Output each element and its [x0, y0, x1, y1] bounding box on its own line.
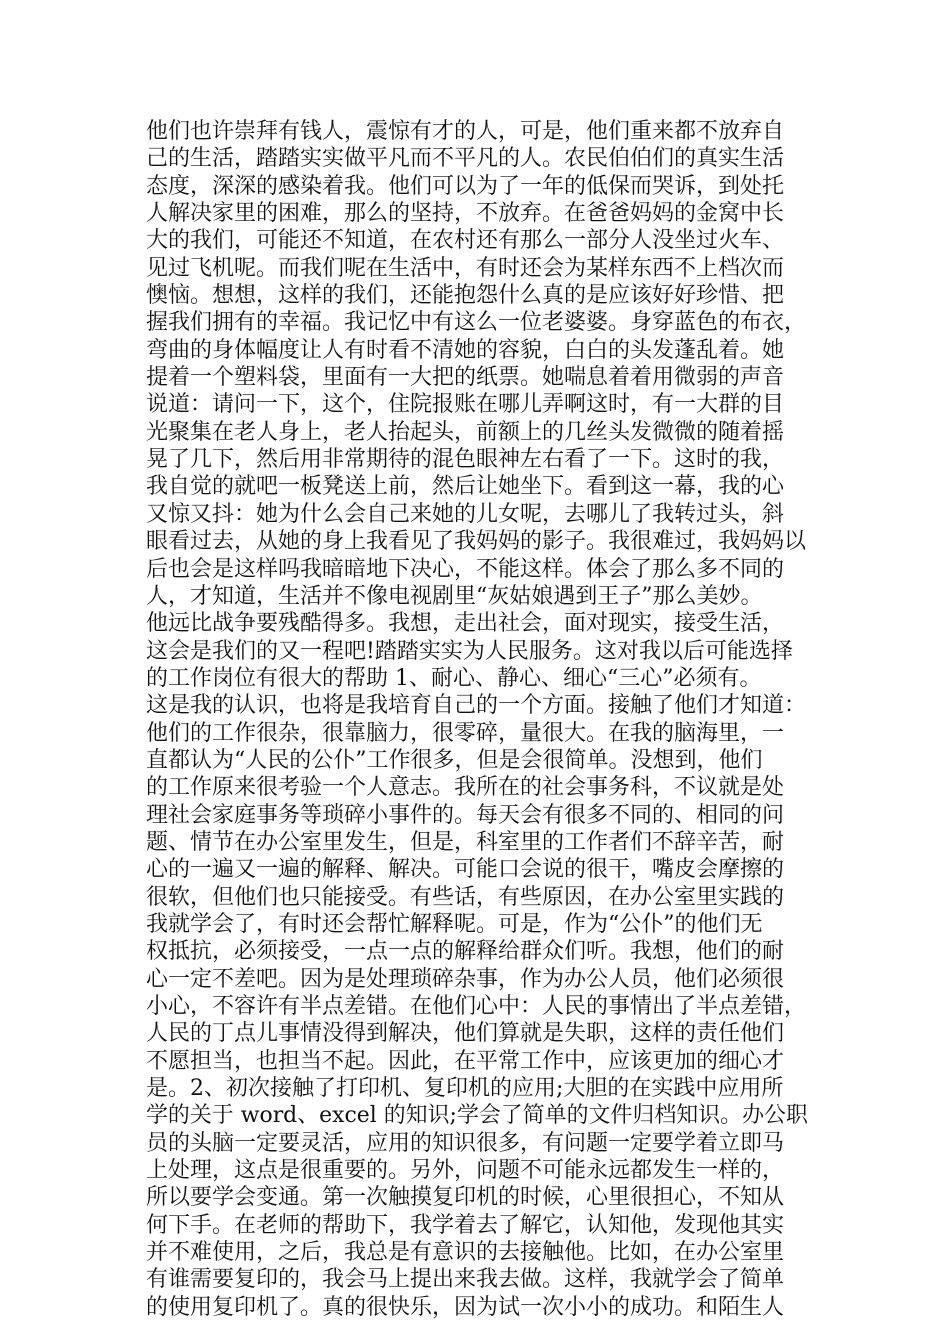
- text-line: 的使用复印机了。真的很快乐，因为试一次小小的成功。和陌生人: [146, 1294, 785, 1320]
- text-line: 光聚集在老人身上，老人抬起头，前额上的几丝头发微微的随着摇: [146, 419, 785, 445]
- text-line: 他远比战争要残酷得多。我想，走出社会，面对现实，接受生活，: [146, 611, 785, 637]
- text-line: 理社会家庭事务等琐碎小事件的。每天会有很多不同的、相同的问: [146, 802, 785, 828]
- text-line: 大的我们，可能还不知道，在农村还有那么一部分人没坐过火车、: [146, 228, 785, 254]
- text-line: 又惊又抖：她为什么会自己来她的儿女呢，去哪儿了我转过头，斜: [146, 501, 785, 527]
- text-line: 这会是我们的又一程吧!踏踏实实为人民服务。这对我以后可能选择: [146, 638, 793, 664]
- text-line: 态度，深深的感染着我。他们可以为了一年的低保而哭诉，到处托: [146, 173, 785, 199]
- text-line: 何下手。在老师的帮助下，我学着去了解它，认知他，发现他其实: [146, 1212, 785, 1238]
- text-line: 学的关于 word、excel 的知识;学会了简单的文件归档知识。办公职: [146, 1103, 808, 1129]
- text-line: 有谁需要复印的，我会马上提出来我去做。这样，我就学会了简单: [146, 1267, 785, 1293]
- text-line: 所以要学会变通。第一次触摸复印机的时候，心里很担心，不知从: [146, 1185, 785, 1211]
- text-line: 并不难使用，之后，我总是有意识的去接触他。比如，在办公室里: [146, 1240, 785, 1266]
- text-line: 晃了几下，然后用非常期待的混色眼神左右看了一下。这时的我，: [146, 447, 785, 473]
- text-line: 是。2、初次接触了打印机、复印机的应用;大胆的在实践中应用所: [146, 1076, 784, 1102]
- text-line: 我就学会了，有时还会帮忙解释呢。可是，作为“公仆”的他们无: [146, 911, 763, 937]
- text-line: 提着一个塑料袋，里面有一大把的纸票。她喘息着着用微弱的声音: [146, 365, 785, 391]
- text-line: 题、情节在办公室里发生，但是，科室里的工作者们不辞辛苦，耐: [146, 829, 785, 855]
- text-line: 权抵抗，必须接受，一点一点的解释给群众们听。我想，他们的耐: [146, 939, 785, 965]
- text-line: 眼看过去，从她的身上我看见了我妈妈的影子。我很难过，我妈妈以: [146, 529, 807, 555]
- text-line: 直都认为“人民的公仆”工作很多，但是会很简单。没想到，他们: [146, 747, 763, 773]
- text-line: 心的一遍又一遍的解释、解决。可能口会说的很干，嘴皮会摩擦的: [146, 857, 785, 883]
- text-line: 很软，但他们也只能接受。有些话，有些原因，在办公室里实践的: [146, 884, 785, 910]
- text-line: 上处理，这点是很重要的。另外，问题不可能永远都发生一样的，: [146, 1158, 785, 1184]
- text-line: 见过飞机呢。而我们呢在生活中，有时还会为某样东西不上档次而: [146, 255, 785, 281]
- text-line: 员的头脑一定要灵活，应用的知识很多，有问题一定要学着立即马: [146, 1130, 785, 1156]
- text-line: 的工作岗位有很大的帮助 1、耐心、静心、细心“三心”必须有。: [146, 665, 762, 691]
- text-line: 己的生活，踏踏实实做平凡而不平凡的人。农民伯伯们的真实生活: [146, 146, 785, 172]
- text-line: 弯曲的身体幅度让人有时看不清她的容貌，白白的头发蓬乱着。她: [146, 337, 785, 363]
- text-line: 握我们拥有的幸福。我记忆中有这么一位老婆婆。身穿蓝色的布衣，: [146, 310, 807, 336]
- text-line: 懊恼。想想，这样的我们，还能抱怨什么真的是应该好好珍惜、把: [146, 283, 785, 309]
- text-line: 他们的工作很杂，很靠脑力，很零碎，量很大。在我的脑海里，一: [146, 720, 785, 746]
- text-line: 的工作原来很考验一个人意志。我所在的社会事务科，不议就是处: [146, 775, 785, 801]
- text-line: 小心，不容许有半点差错。在他们心中：人民的事情出了半点差错，: [146, 994, 807, 1019]
- text-line: 心一定不差吧。因为是处理琐碎杂事，作为办公人员，他们必须很: [146, 966, 785, 992]
- text-line: 说道：请问一下，这个，住院报账在哪儿弄啊这时，有一大群的目: [146, 392, 785, 418]
- text-line: 我自觉的就吧一板凳送上前，然后让她坐下。看到这一幕，我的心: [146, 474, 785, 500]
- text-line: 不愿担当，也担当不起。因此，在平常工作中，应该更加的细心才: [146, 1048, 785, 1074]
- text-line: 人民的丁点儿事情没得到解决，他们算就是失职，这样的责任他们: [146, 1021, 785, 1047]
- text-line: 这是我的认识，也将是我培育自己的一个方面。接触了他们才知道：: [146, 693, 807, 719]
- text-line: 他们也许崇拜有钱人，震惊有才的人，可是，他们重来都不放弃自: [146, 119, 785, 144]
- text-line: 人解决家里的困难，那么的坚持，不放弃。在爸爸妈妈的金窝中长: [146, 201, 785, 227]
- body-text: [146, 118, 806, 1321]
- text-line: 人，才知道，生活并不像电视剧里“灰姑娘遇到王子”那么美妙。: [146, 583, 763, 609]
- text-line: 后也会是这样吗我暗暗地下决心，不能这样。体会了那么多不同的: [146, 556, 785, 582]
